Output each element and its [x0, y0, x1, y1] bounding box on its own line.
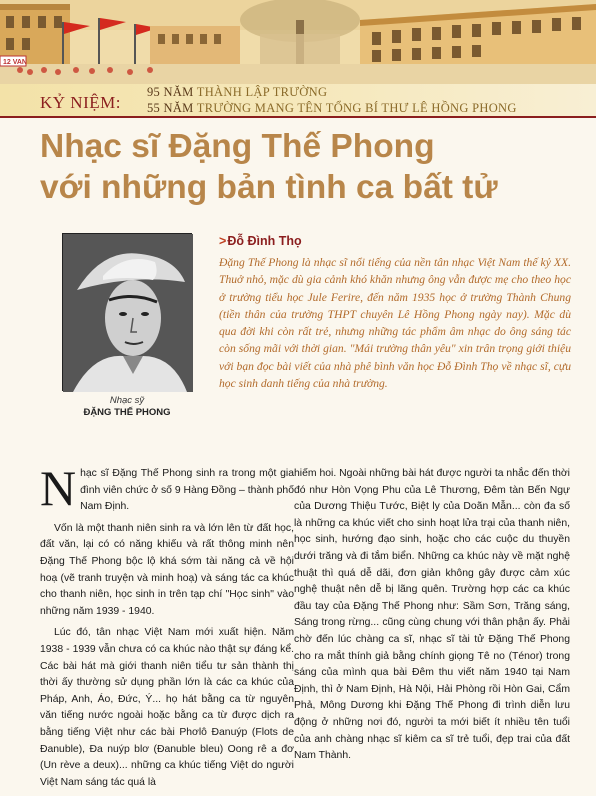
photo-caption-name: ĐẶNG THẾ PHONG — [83, 407, 171, 418]
drop-cap: N — [40, 460, 77, 516]
anniversary-line-1-text: THÀNH LẬP TRƯỜNG — [196, 85, 328, 99]
body-paragraph — [40, 460, 294, 516]
author-byline — [219, 234, 302, 248]
body-paragraph: Vốn là một thanh niên sinh ra và lớn lên từ đất học, đất văn, lại có có năng khiếu và rất thông minh nên Đặng Thế Phong bộc lộ khá sớm tài năng cả về hội hoạ (vẽ tranh truyện và minh hoạ) và sáng tác ca khúc cho thanh niên, học sinh in trên tạp chí "Học sinh" vào những năm 1939 - 1940. — [40, 522, 294, 617]
anniversary-line-2-text: TRƯỜNG MANG TÊN TỔNG BÍ THƯ LÊ HỒNG PHONG — [196, 101, 517, 115]
anniversary-line-1-num: 95 NĂM — [147, 85, 194, 99]
middle-building — [150, 26, 240, 66]
anniversary-line-1 — [147, 85, 327, 100]
byline-arrow-icon: > — [219, 234, 227, 248]
title-line-1: Nhạc sĩ Đặng Thế Phong — [40, 128, 435, 165]
portrait-photo — [62, 233, 192, 391]
article-intro: Đặng Thế Phong là nhạc sĩ nổi tiếng của nền tân nhạc Việt Nam thế kỷ XX. Thuở nhỏ, mặc dù gia cảnh khó khăn nhưng ông vẫn được mẹ cho theo học ở trường tiểu học Jule Ferire, đến năm 1935 học ở trường Thành Chung (tiền thân của trường THPT chuyên Lê Hồng Phong ngày nay). Mặc dù qua đời khi còn rất trẻ, nhưng những tác phẩm âm nhạc do ông sáng tác còn sống mãi với thời gian. "Mái trường thân yêu" xin trân trọng giới thiệu với bạn đọc bài viết của nhà phê bình văn học Đỗ Đình Thọ về nhạc sĩ, cựu học sinh danh tiếng của nhà trường. — [219, 256, 571, 391]
header-banner — [0, 0, 596, 84]
author-name: Đỗ Đình Thọ — [227, 234, 302, 248]
title-line-2: với những bản tình ca bất tử — [40, 169, 498, 206]
anniversary-line-2-num: 55 NĂM — [147, 101, 194, 115]
body-column-left — [40, 460, 294, 796]
body-paragraph: hiếm hoi. Ngoài những bài hát được người ta nhắc đến thời đó như Hòn Vọng Phu của Lê Thương, Đêm tàn Bến Ngự của Dương Thiệu Tước, Biệt ly của Doãn Mẫn... còn đa số là những ca khúc viết cho sinh hoạt lửa trại của thanh niên, học sinh, hướng đạo sinh, hoặc cho các cuộc du thuyền dưới trăng và đi tắm biển. Những ca khúc này về mặt nghệ thuật thì quá dễ dãi, đơn giản không gây được cảm xúc nghệ thuật nên dễ bị lãng quên. Trường hợp các ca khúc đầu tay của Đặng Thế Phong như: Sầm Sơn, Trăng sáng, Sáng trong rừng... cũng cùng chung với thân phận ấy. Phải chờ đến lúc chàng ca sĩ, nhạc sĩ tài tử Đặng Thế Phong cho ra mắt thính giả bằng chính giọng Tê no (Ténor) trong sáng của mình qua bài Đêm thu viết năm 1940 tại Nam Định, thì ở Nam Định, Hà Nội, Hải Phòng rồi Hòn Gai, Cẩm Phả, Mông Dương khi Đặng Thế Phong đi trình diễn lưu động ở những nơi đó, người ta mới biết ít nhiều tên tuổi của anh chàng nhạc sĩ kiêm ca sĩ trẻ tuổi, đẹp trai của đất Nam Thành. — [294, 468, 570, 762]
school-illustration — [0, 0, 596, 84]
portrait-image — [63, 234, 193, 392]
anniversary-line-2 — [147, 101, 517, 116]
article-title — [40, 126, 570, 208]
anniversary-label: KỶ NIỆM: — [40, 93, 121, 112]
photo-caption-role: Nhạc sỹ — [109, 395, 145, 406]
banner-sign-text: 12 VAN — [3, 59, 27, 66]
body-paragraph: Lúc đó, tân nhạc Việt Nam mới xuất hiện. Năm 1938 - 1939 vẫn chưa có ca khúc nào thật sự đáng kể. Các bài hát mà giới thanh niên tiểu tư sản thành thị thời ấy thường sử dụng phần lớn là các ca khúc của Pháp, Anh, Áo, Đức, Ý... họ hát bằng ca từ nguyên văn tiếng nước ngoài hoặc bằng ca từ được dịch ra bằng tiếng Việt như các bài Phơlô Đanuýp (Flots de Đanuble), Đa nuýp blơ (Đanuble bleu) Oong rê a đơ (Un rève a deux)... những ca khúc tiếng Việt do người Việt Nam sáng tác quá là — [40, 627, 294, 788]
body-column-right — [294, 466, 570, 770]
paragraph-text: hạc sĩ Đặng Thế Phong sinh ra trong một gia đình viên chức ở số 9 Hàng Đồng – thành phố Nam Định. — [80, 468, 294, 513]
